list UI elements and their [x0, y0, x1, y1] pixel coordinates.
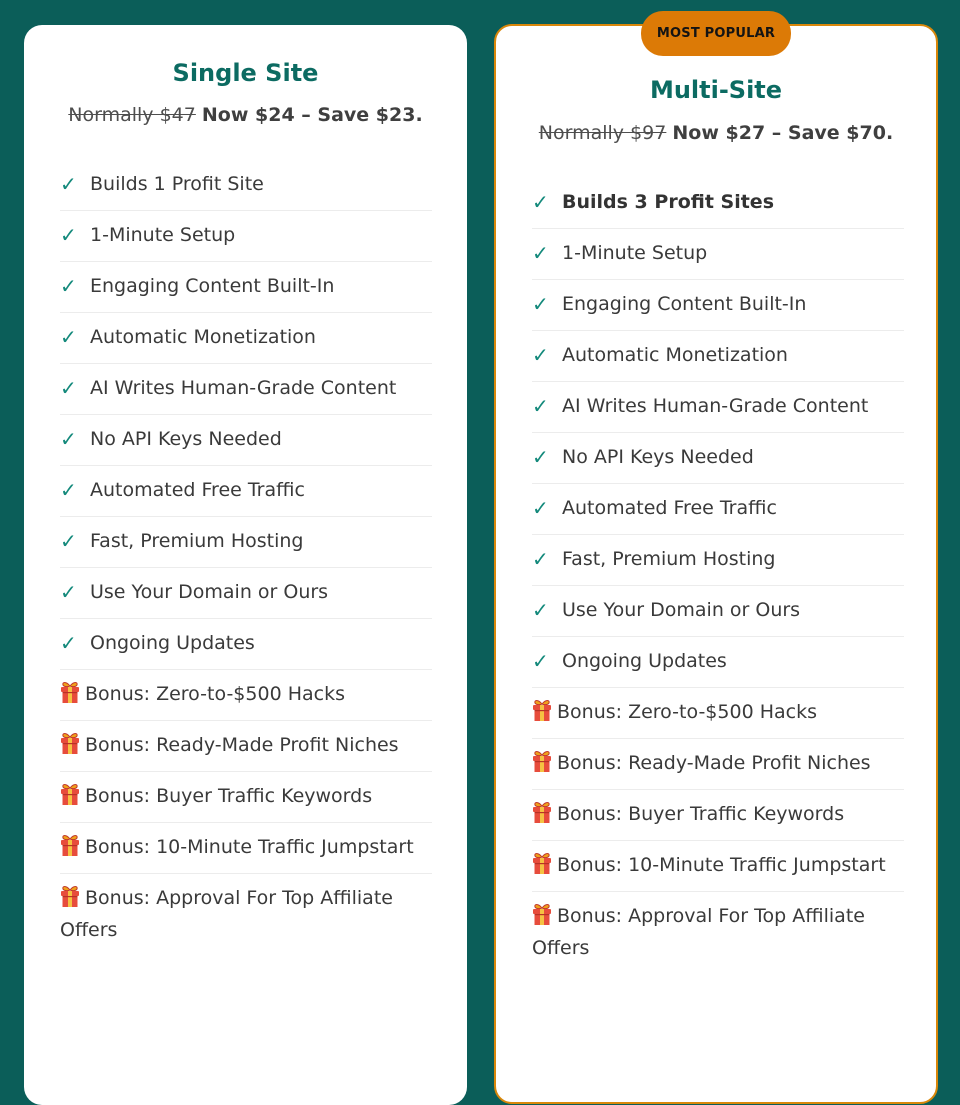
check-icon: ✓ — [60, 631, 77, 655]
now-price: Now $27 – Save $70. — [672, 122, 894, 144]
old-price: Normally $97 — [538, 122, 667, 144]
gift-icon — [60, 731, 80, 755]
feature-item — [532, 586, 904, 637]
bonus-item — [60, 874, 432, 956]
bonus-item — [60, 721, 432, 772]
feature-item — [532, 331, 904, 382]
bonus-item — [532, 688, 904, 739]
old-price: Normally $47 — [68, 104, 196, 126]
gift-icon — [532, 749, 552, 773]
feature-label: Engaging Content Built-In — [562, 293, 807, 315]
feature-label: 1-Minute Setup — [90, 224, 236, 246]
feature-item — [60, 619, 432, 670]
check-icon: ✓ — [60, 580, 77, 604]
plan-price — [496, 122, 936, 144]
feature-item — [532, 229, 904, 280]
bonus-item — [532, 892, 904, 974]
bonus-item — [60, 670, 432, 721]
bonus-item — [532, 841, 904, 892]
plan-title: Multi-Site — [649, 76, 783, 104]
bonus-label: Bonus: Zero-to-$500 Hacks — [557, 701, 817, 723]
check-icon: ✓ — [60, 529, 77, 553]
check-icon: ✓ — [60, 478, 77, 502]
feature-label: 1-Minute Setup — [562, 242, 708, 264]
check-icon: ✓ — [532, 190, 549, 214]
feature-label: Automated Free Traffic — [90, 479, 305, 501]
bonus-item — [532, 739, 904, 790]
feature-item — [60, 262, 432, 313]
feature-item — [532, 637, 904, 688]
bonus-label: Bonus: Approval For Top Affiliate Offers — [60, 887, 393, 941]
check-icon: ✓ — [60, 427, 77, 451]
feature-label: Use Your Domain or Ours — [90, 581, 329, 603]
feature-list — [532, 178, 904, 974]
gift-icon — [532, 851, 552, 875]
now-price: Now $24 – Save $23. — [201, 104, 423, 126]
feature-label: Use Your Domain or Ours — [562, 599, 801, 621]
feature-item — [60, 517, 432, 568]
feature-item — [532, 484, 904, 535]
feature-item — [532, 433, 904, 484]
feature-list — [60, 160, 432, 956]
feature-label: No API Keys Needed — [90, 428, 282, 450]
plan-title: Single Site — [172, 59, 319, 87]
feature-label: Automatic Monetization — [562, 344, 788, 366]
plan-card-multi-site — [494, 24, 938, 1104]
feature-label: Automatic Monetization — [90, 326, 316, 348]
gift-icon — [532, 902, 552, 926]
check-icon: ✓ — [60, 376, 77, 400]
feature-label: Automated Free Traffic — [562, 497, 777, 519]
bonus-item — [60, 823, 432, 874]
feature-label: Builds 1 Profit Site — [90, 173, 264, 195]
check-icon: ✓ — [532, 649, 549, 673]
bonus-label: Bonus: Zero-to-$500 Hacks — [85, 683, 345, 705]
plan-card-single-site — [24, 25, 467, 1105]
check-icon: ✓ — [532, 598, 549, 622]
feature-label: Ongoing Updates — [562, 650, 727, 672]
feature-item — [532, 382, 904, 433]
check-icon: ✓ — [60, 223, 77, 247]
feature-item — [60, 568, 432, 619]
bonus-label: Bonus: 10-Minute Traffic Jumpstart — [557, 854, 886, 876]
plan-price — [24, 104, 467, 126]
feature-label: No API Keys Needed — [562, 446, 754, 468]
bonus-item — [60, 772, 432, 823]
feature-item — [60, 313, 432, 364]
gift-icon — [60, 884, 80, 908]
bonus-label: Bonus: Buyer Traffic Keywords — [85, 785, 373, 807]
feature-label: Fast, Premium Hosting — [90, 530, 304, 552]
bonus-item — [532, 790, 904, 841]
check-icon: ✓ — [532, 445, 549, 469]
feature-label: Ongoing Updates — [90, 632, 255, 654]
feature-item — [60, 415, 432, 466]
check-icon: ✓ — [532, 496, 549, 520]
check-icon: ✓ — [532, 241, 549, 265]
gift-icon — [60, 782, 80, 806]
gift-icon — [60, 680, 80, 704]
feature-item — [532, 280, 904, 331]
feature-label: Engaging Content Built-In — [90, 275, 335, 297]
feature-label: AI Writes Human-Grade Content — [90, 377, 397, 399]
feature-item — [60, 160, 432, 211]
bonus-label: Bonus: Ready-Made Profit Niches — [557, 752, 871, 774]
check-icon: ✓ — [60, 325, 77, 349]
feature-label: Builds 3 Profit Sites — [562, 191, 774, 213]
gift-icon — [532, 698, 552, 722]
feature-item — [60, 211, 432, 262]
most-popular-badge: MOST POPULAR — [641, 11, 791, 56]
check-icon: ✓ — [532, 292, 549, 316]
feature-item — [60, 364, 432, 415]
check-icon: ✓ — [532, 343, 549, 367]
gift-icon — [532, 800, 552, 824]
bonus-label: Bonus: 10-Minute Traffic Jumpstart — [85, 836, 414, 858]
feature-label: AI Writes Human-Grade Content — [562, 395, 869, 417]
check-icon: ✓ — [60, 274, 77, 298]
feature-label: Fast, Premium Hosting — [562, 548, 776, 570]
check-icon: ✓ — [532, 394, 549, 418]
check-icon: ✓ — [60, 172, 77, 196]
bonus-label: Bonus: Ready-Made Profit Niches — [85, 734, 399, 756]
bonus-label: Bonus: Approval For Top Affiliate Offers — [532, 905, 865, 959]
gift-icon — [60, 833, 80, 857]
feature-item — [532, 535, 904, 586]
bonus-label: Bonus: Buyer Traffic Keywords — [557, 803, 845, 825]
feature-item — [60, 466, 432, 517]
feature-item — [532, 178, 904, 229]
check-icon: ✓ — [532, 547, 549, 571]
